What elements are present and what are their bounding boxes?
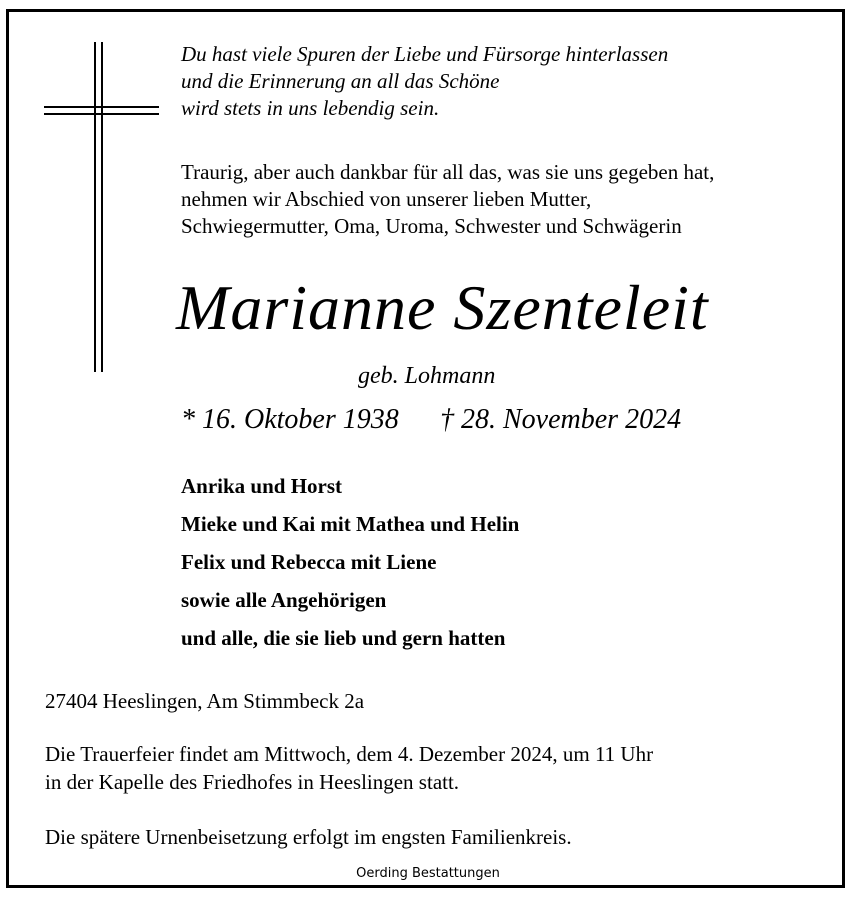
mourner-line: und alle, die sie lieb und gern hatten — [181, 626, 506, 650]
ceremony-line: Die Trauerfeier findet am Mittwoch, dem 4. Dezember 2024, um 11 Uhr — [45, 742, 654, 766]
birth-date: * 16. Oktober 1938 — [181, 404, 399, 435]
maiden-name: geb. Lohmann — [358, 363, 496, 389]
ceremony-line: in der Kapelle des Friedhofes in Heeslingen statt. — [45, 770, 460, 794]
poem-line: und die Erinnerung an all das Schöne — [181, 69, 500, 93]
intro-line: nehmen wir Abschied von unserer lieben Mutter, — [181, 187, 592, 211]
mourner-line: Mieke und Kai mit Mathea und Helin — [181, 512, 520, 536]
address: 27404 Heeslingen, Am Stimmbeck 2a — [45, 689, 365, 713]
ceremony-info — [45, 740, 653, 796]
deceased-name: Marianne Szenteleit — [176, 272, 709, 343]
poem — [181, 41, 668, 122]
urn-note: Die spätere Urnenbeisetzung erfolgt im engsten Familienkreis. — [45, 825, 572, 849]
undertaker-name: Oerding Bestattungen — [356, 866, 500, 881]
intro-line: Schwiegermutter, Oma, Uroma, Schwester und Schwägerin — [181, 214, 682, 238]
cross-icon — [44, 42, 159, 372]
mourner-line: sowie alle Angehörigen — [181, 588, 387, 612]
mourners-list — [181, 470, 519, 660]
poem-line: Du hast viele Spuren der Liebe und Fürsorge hinterlassen — [181, 42, 669, 66]
mourner-line: Anrika und Horst — [181, 474, 343, 498]
intro-text — [181, 159, 714, 240]
intro-line: Traurig, aber auch dankbar für all das, was sie uns gegeben hat, — [181, 160, 715, 184]
death-date: † 28. November 2024 — [440, 404, 682, 435]
mourner-line: Felix und Rebecca mit Liene — [181, 550, 437, 574]
poem-line: wird stets in uns lebendig sein. — [181, 96, 440, 120]
